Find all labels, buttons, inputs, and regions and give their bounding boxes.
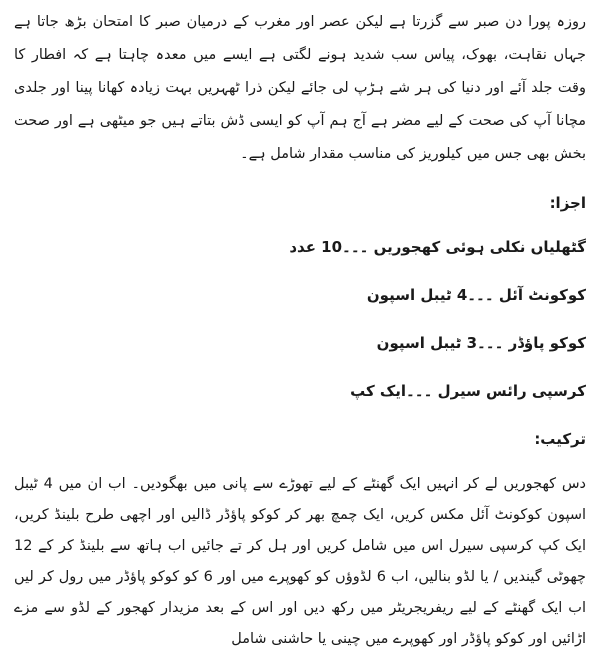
- ingredient-item: کرسپی رائس سیرل ۔۔۔ایک کپ: [350, 382, 586, 400]
- method-paragraph: دس کھجوریں لے کر انہیں ایک گھنٹے کے لیے تھوڑے سے پانی میں بھگودیں۔ اب ان میں 4 ٹیبل اسپون کوکونٹ آئل مکس کریں، ایک چمچ بھر کر کوکو پاؤڈر ڈالیں اور اچھی طرح بلینڈ کریں، ایک کپ کرسپی سیرل اس میں شامل کریں اور ہل کر تے جائیں اب ہاتھ سے بلینڈ کر کے 12 چھوٹی گیندیں / یا لڈو بنالیں، اب 6 لڈوؤں کو کھوپرے میں اور 6 کو کوکو پاؤڈر میں رول کر لیں اب ایک گھنٹے کے لیے ریفریجریٹر میں رکھ دیں اور اس کے بعد مزیدار کھجور کے لڈو سے مزے اڑائیں اور کوکو پاؤڈر اور کھوپرے میں چینی یا حاشنی شامل: [14, 476, 586, 647]
- ingredient-item: کوکونٹ آئل ۔۔۔4 ٹیبل اسپون: [366, 286, 586, 304]
- ingredients-list: [14, 235, 586, 403]
- method-section: [14, 469, 586, 655]
- ingredients-heading: اجزا:: [549, 194, 586, 212]
- method-heading: ترکیب:: [534, 430, 586, 448]
- ingredient-item: کوکو پاؤڈر ۔۔۔3 ٹیبل اسپون: [376, 334, 586, 352]
- ingredient-item: گٹھلیاں نکلی ہوئی کھجوریں ۔۔۔10 عدد: [289, 238, 586, 256]
- intro-paragraph: روزہ پورا دن صبر سے گزرتا ہے لیکن عصر اور مغرب کے درمیان صبر کا امتحان بڑھ جاتا ہے جہاں نقاہت، بھوک، پیاس سب شدید ہونے لگتی ہے ایسے میں معدہ چاہتا ہے کہ افطار کا وقت جلد آئے اور دنیا کی ہر شے ہڑپ لی جائے لیکن ذرا ٹھہریں بہت زیادہ کھانا پینا اور جلدی مچانا آپ کی صحت کے لیے مضر ہے آج ہم آپ کو ایسی ڈش بتاتے ہیں جو میٹھی ہے اور صحت بخش بھی جس میں کیلوریز کی مناسب مقدار شامل ہے۔: [14, 14, 586, 162]
- article-intro: [14, 6, 586, 171]
